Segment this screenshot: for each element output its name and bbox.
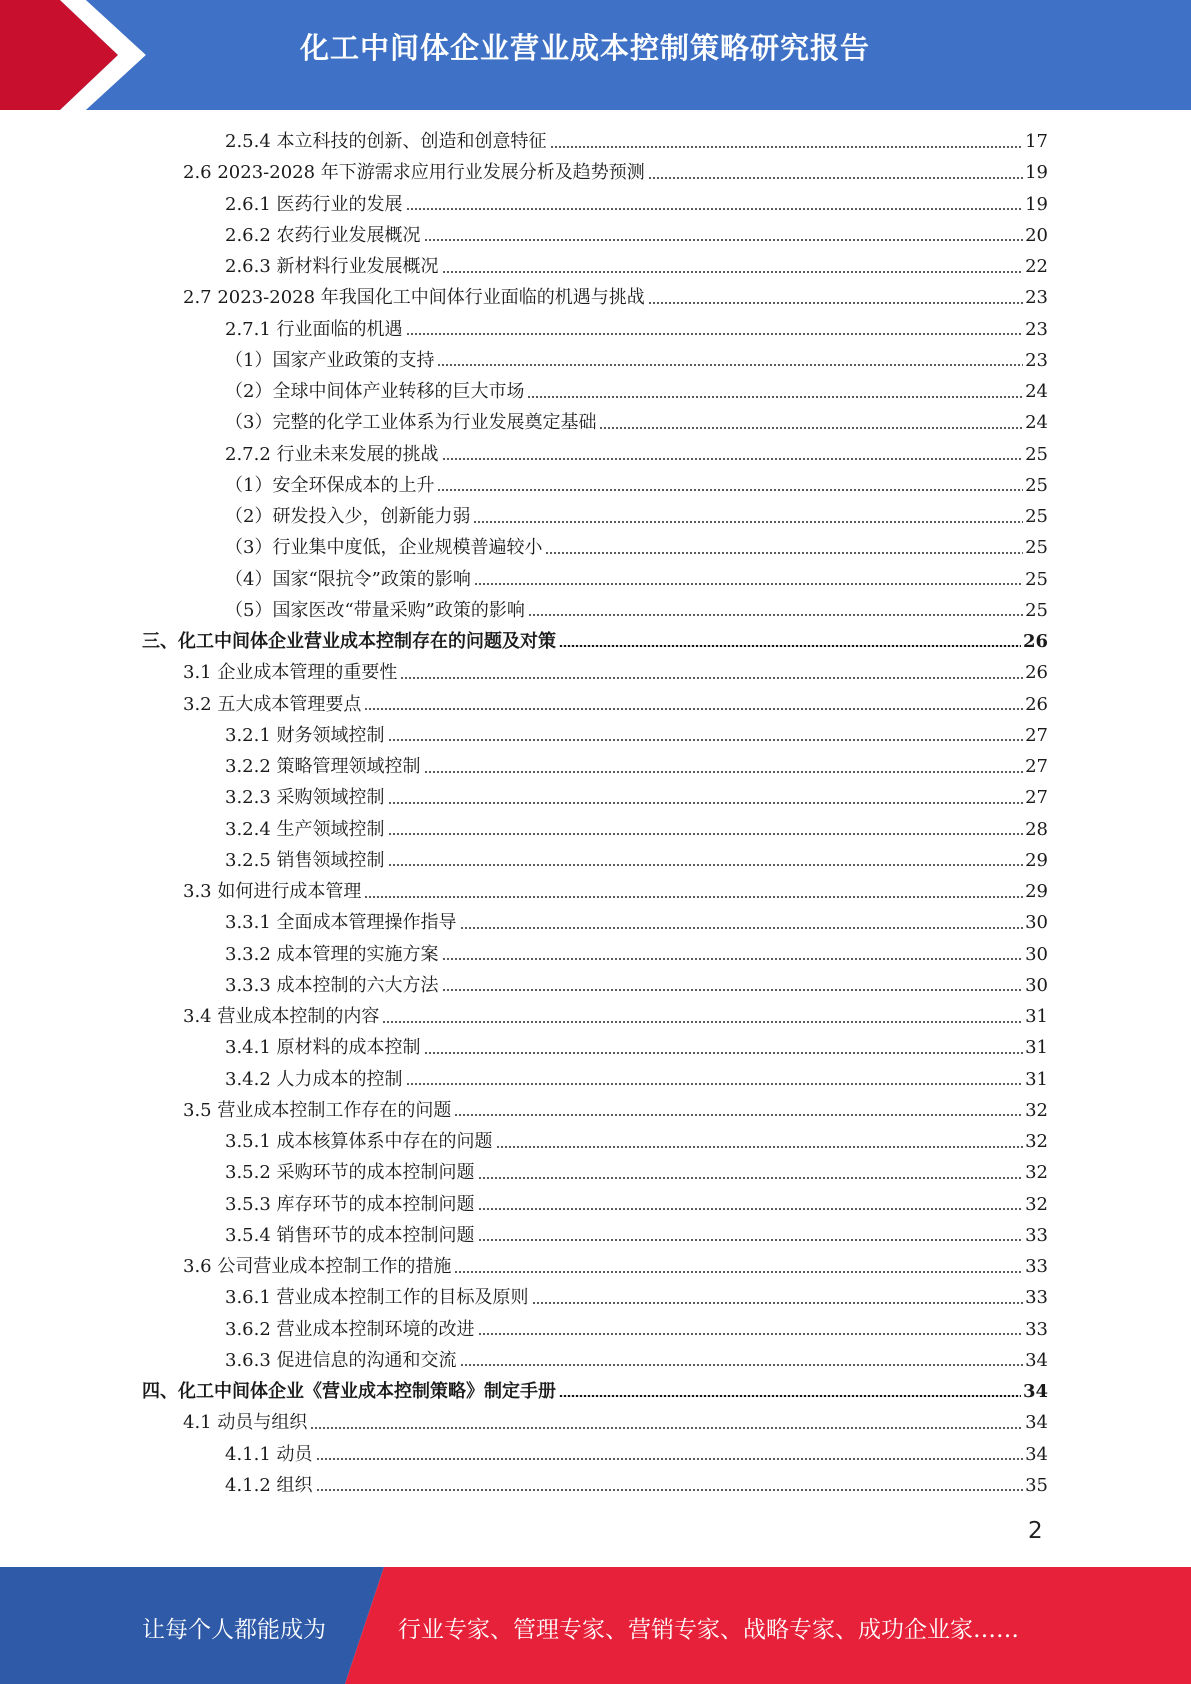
toc-entry[interactable] (183, 1095, 1048, 1126)
toc-entry[interactable] (225, 1314, 1048, 1345)
toc-entry-page: 32 (1025, 1193, 1048, 1215)
toc-entry-title: 四、化工中间体企业《营业成本控制策略》制定手册 (142, 1381, 556, 1402)
toc-dot-leader (406, 1083, 1024, 1085)
toc-entry-title: 3.2.3 采购领域控制 (225, 787, 385, 809)
toc-entry-page: 19 (1025, 193, 1048, 215)
toc-entry[interactable] (183, 1407, 1048, 1438)
toc-entry-title: 3.5.4 销售环节的成本控制问题 (225, 1224, 475, 1246)
toc-entry-page: 27 (1025, 724, 1048, 746)
toc-dot-leader (478, 1177, 1024, 1179)
toc-entry[interactable] (225, 251, 1048, 282)
toc-entry[interactable] (225, 751, 1048, 782)
toc-entry-page: 25 (1025, 443, 1048, 465)
toc-entry-page: 24 (1025, 412, 1048, 434)
toc-entry[interactable] (142, 1376, 1048, 1407)
toc-entry-page: 26 (1022, 631, 1048, 652)
toc-entry-page: 30 (1025, 974, 1048, 996)
toc-entry[interactable] (142, 626, 1048, 657)
toc-entry-page: 33 (1025, 1224, 1048, 1246)
toc-entry-page: 24 (1025, 381, 1048, 402)
toc-entry-title: 4.1 动员与组织 (183, 1412, 308, 1434)
toc-entry-title: 3.3.2 成本管理的实施方案 (225, 943, 439, 965)
toc-entry-page: 34 (1025, 1412, 1048, 1434)
toc-dot-leader (388, 739, 1024, 741)
toc-entry-page: 25 (1025, 506, 1048, 527)
toc-entry-title: 2.6.1 医药行业的发展 (225, 193, 403, 215)
toc-entry[interactable] (225, 314, 1048, 345)
toc-entry-page: 25 (1025, 599, 1048, 621)
toc-dot-leader (316, 1458, 1024, 1460)
toc-entry-page: 34 (1022, 1381, 1048, 1402)
toc-entry-title: 2.5.4 本立科技的创新、创造和创意特征 (225, 131, 547, 152)
toc-entry[interactable] (225, 970, 1048, 1001)
toc-entry-title: （1）国家产业政策的支持 (225, 349, 435, 371)
toc-entry-page: 25 (1025, 537, 1048, 559)
toc-dot-leader (442, 271, 1024, 273)
toc-entry[interactable] (225, 1220, 1048, 1251)
toc-dot-leader (559, 1395, 1021, 1398)
toc-entry-page: 17 (1025, 131, 1048, 152)
toc-entry[interactable] (225, 564, 1048, 595)
toc-entry-title: （2）研发投入少，创新能力弱 (225, 506, 471, 527)
toc-entry-title: 3.5.1 成本核算体系中存在的问题 (225, 1131, 493, 1152)
toc-entry-page: 29 (1025, 849, 1048, 871)
toc-dot-leader (545, 552, 1023, 554)
page-number: 2 (1028, 1518, 1043, 1544)
toc-entry[interactable] (225, 407, 1048, 438)
toc-entry-title: 3.5.2 采购环节的成本控制问题 (225, 1162, 475, 1184)
page-header (0, 0, 1191, 110)
toc-entry-page: 26 (1025, 662, 1048, 684)
toc-dot-leader (388, 864, 1024, 866)
toc-entry-title: 3.5 营业成本控制工作存在的问题 (183, 1099, 452, 1121)
toc-entry-title: （2）全球中间体产业转移的巨大市场 (225, 381, 525, 402)
toc-entry-title: （5）国家医改“带量采购”政策的影响 (225, 599, 525, 621)
toc-dot-leader (559, 645, 1021, 648)
toc-dot-leader (364, 896, 1023, 898)
toc-entry-title: 2.7.2 行业未来发展的挑战 (225, 443, 439, 465)
toc-dot-leader (648, 177, 1023, 179)
toc-entry-page: 30 (1025, 912, 1048, 934)
toc-entry[interactable] (225, 1282, 1048, 1313)
toc-dot-leader (424, 771, 1024, 773)
toc-dot-leader (648, 302, 1023, 304)
toc-dot-leader (454, 1114, 1023, 1116)
toc-entry[interactable] (225, 939, 1048, 970)
toc-entry[interactable] (183, 689, 1048, 720)
toc-entry[interactable] (183, 1001, 1048, 1032)
toc-entry[interactable] (225, 345, 1048, 376)
report-title: 化工中间体企业营业成本控制策略研究报告 (300, 31, 871, 65)
toc-entry[interactable] (225, 845, 1048, 876)
toc-entry[interactable] (225, 532, 1048, 563)
toc-dot-leader (478, 1239, 1024, 1241)
toc-entry-title: 3.2.5 销售领域控制 (225, 849, 385, 871)
toc-entry[interactable] (225, 1345, 1048, 1376)
toc-dot-leader (437, 489, 1023, 491)
toc-entry-page: 28 (1025, 818, 1048, 840)
toc-dot-leader (460, 1364, 1024, 1366)
toc-entry-page: 31 (1025, 1006, 1048, 1027)
toc-entry[interactable] (225, 439, 1048, 470)
toc-entry[interactable] (183, 657, 1048, 688)
toc-entry-page: 32 (1025, 1131, 1048, 1152)
toc-dot-leader (528, 614, 1023, 616)
toc-entry[interactable] (225, 1032, 1048, 1063)
toc-entry[interactable] (225, 126, 1048, 157)
toc-entry-title: （1）安全环保成本的上升 (225, 474, 435, 496)
toc-dot-leader (532, 1302, 1024, 1304)
toc-entry-page: 29 (1025, 881, 1048, 902)
toc-entry-page: 23 (1025, 287, 1048, 309)
toc-entry[interactable] (225, 376, 1048, 407)
toc-entry-page: 33 (1025, 1256, 1048, 1277)
toc-entry-title: 3.5.3 库存环节的成本控制问题 (225, 1193, 475, 1215)
toc-entry-title: 3.3.1 全面成本管理操作指导 (225, 912, 457, 934)
toc-dot-leader (442, 458, 1024, 460)
toc-dot-leader (424, 1052, 1024, 1054)
toc-entry[interactable] (225, 720, 1048, 751)
toc-entry-title: （3）完整的化学工业体系为行业发展奠定基础 (225, 412, 597, 434)
toc-entry-title: 3.4 营业成本控制的内容 (183, 1006, 380, 1027)
toc-entry-page: 22 (1025, 256, 1048, 277)
toc-dot-leader (527, 396, 1023, 398)
toc-entry[interactable] (225, 1064, 1048, 1095)
toc-entry-title: 3.3 如何进行成本管理 (183, 881, 362, 902)
toc-entry[interactable] (225, 782, 1048, 813)
toc-entry-page: 23 (1025, 349, 1048, 371)
toc-entry-title: （3）行业集中度低，企业规模普遍较小 (225, 537, 543, 559)
toc-dot-leader (316, 1489, 1024, 1491)
toc-entry[interactable] (225, 501, 1048, 532)
toc-entry[interactable] (183, 282, 1048, 313)
toc-dot-leader (550, 146, 1024, 148)
toc-entry[interactable] (225, 470, 1048, 501)
toc-dot-leader (364, 708, 1023, 710)
toc-dot-leader (388, 802, 1024, 804)
toc-entry[interactable] (225, 1126, 1048, 1157)
toc-entry[interactable] (225, 1470, 1048, 1501)
toc-entry-title: 3.6 公司营业成本控制工作的措施 (183, 1256, 452, 1277)
toc-entry-page: 19 (1025, 162, 1048, 184)
toc-entry-title: 3.4.2 人力成本的控制 (225, 1068, 403, 1090)
toc-dot-leader (388, 833, 1024, 835)
toc-entry[interactable] (225, 1439, 1048, 1470)
toc-entry-page: 34 (1025, 1349, 1048, 1371)
toc-entry-title: 3.2.1 财务领域控制 (225, 724, 385, 746)
toc-entry[interactable] (225, 1157, 1048, 1188)
toc-dot-leader (406, 333, 1024, 335)
toc-dot-leader (442, 958, 1024, 960)
page-footer (0, 1567, 1191, 1684)
toc-dot-leader (310, 1427, 1023, 1429)
toc-entry-title: 3.6.2 营业成本控制环境的改进 (225, 1318, 475, 1340)
toc-entry-page: 27 (1025, 756, 1048, 777)
toc-dot-leader (460, 927, 1024, 929)
toc-entry[interactable] (183, 157, 1048, 188)
toc-entry[interactable] (225, 1189, 1048, 1220)
toc-entry-title: 3.3.3 成本控制的六大方法 (225, 974, 439, 996)
toc-entry-title: 4.1.2 组织 (225, 1474, 313, 1496)
toc-entry-page: 33 (1025, 1318, 1048, 1340)
toc-dot-leader (478, 1208, 1024, 1210)
toc-entry[interactable] (225, 907, 1048, 938)
footer-slogan-left: 让每个人都能成为 (142, 1617, 326, 1643)
toc-entry-page: 25 (1025, 568, 1048, 590)
toc-entry-page: 32 (1025, 1162, 1048, 1184)
toc-entry-title: 3.4.1 原材料的成本控制 (225, 1037, 421, 1059)
toc-entry[interactable] (225, 189, 1048, 220)
toc-entry-title: 2.7 2023-2028 年我国化工中间体行业面临的机遇与挑战 (183, 287, 645, 309)
toc-entry-page: 31 (1025, 1037, 1048, 1059)
toc-entry-page: 31 (1025, 1068, 1048, 1090)
toc-entry-title: （4）国家“限抗令”政策的影响 (225, 568, 471, 590)
toc-entry-page: 26 (1025, 693, 1048, 715)
toc-entry[interactable] (183, 876, 1048, 907)
toc-entry-title: 3.6.3 促进信息的沟通和交流 (225, 1349, 457, 1371)
toc-dot-leader (442, 989, 1024, 991)
toc-dot-leader (406, 208, 1024, 210)
toc-entry-page: 34 (1025, 1443, 1048, 1465)
toc-dot-leader (474, 583, 1023, 585)
toc-entry[interactable] (225, 220, 1048, 251)
toc-entry-title: 3.2.2 策略管理领域控制 (225, 756, 421, 777)
toc-entry-page: 23 (1025, 318, 1048, 340)
toc-dot-leader (454, 1271, 1023, 1273)
toc-entry[interactable] (225, 595, 1048, 626)
toc-entry-page: 30 (1025, 943, 1048, 965)
toc-entry-page: 32 (1025, 1099, 1048, 1121)
toc-entry-title: 2.6.3 新材料行业发展概况 (225, 256, 439, 277)
toc-dot-leader (478, 1333, 1024, 1335)
toc-entry-page: 27 (1025, 787, 1048, 809)
toc-dot-leader (424, 239, 1024, 241)
toc-entry-page: 20 (1025, 224, 1048, 246)
toc-dot-leader (496, 1146, 1024, 1148)
toc-entry[interactable] (183, 1251, 1048, 1282)
toc-entry-page: 33 (1025, 1287, 1048, 1309)
toc-entry-title: 三、化工中间体企业营业成本控制存在的问题及对策 (142, 631, 556, 652)
toc-entry-title: 3.2 五大成本管理要点 (183, 693, 362, 715)
toc-entry-title: 4.1.1 动员 (225, 1443, 313, 1465)
toc-dot-leader (599, 427, 1023, 429)
toc-dot-leader (437, 364, 1023, 366)
toc-entry-title: 2.6.2 农药行业发展概况 (225, 224, 421, 246)
toc-entry-title: 3.6.1 营业成本控制工作的目标及原则 (225, 1287, 529, 1309)
footer-slogan-right: 行业专家、管理专家、营销专家、战略专家、成功企业家…… (398, 1617, 1019, 1643)
toc-dot-leader (382, 1021, 1023, 1023)
toc-dot-leader (473, 521, 1023, 523)
toc-entry-page: 25 (1025, 474, 1048, 496)
toc-dot-leader (400, 677, 1023, 679)
toc-entry-title: 3.1 企业成本管理的重要性 (183, 662, 398, 684)
toc-entry[interactable] (225, 814, 1048, 845)
toc-entry-title: 2.7.1 行业面临的机遇 (225, 318, 403, 340)
toc-entry-title: 3.2.4 生产领域控制 (225, 818, 385, 840)
toc-entry-title: 2.6 2023-2028 年下游需求应用行业发展分析及趋势预测 (183, 162, 645, 184)
toc-entry-page: 35 (1025, 1474, 1048, 1496)
